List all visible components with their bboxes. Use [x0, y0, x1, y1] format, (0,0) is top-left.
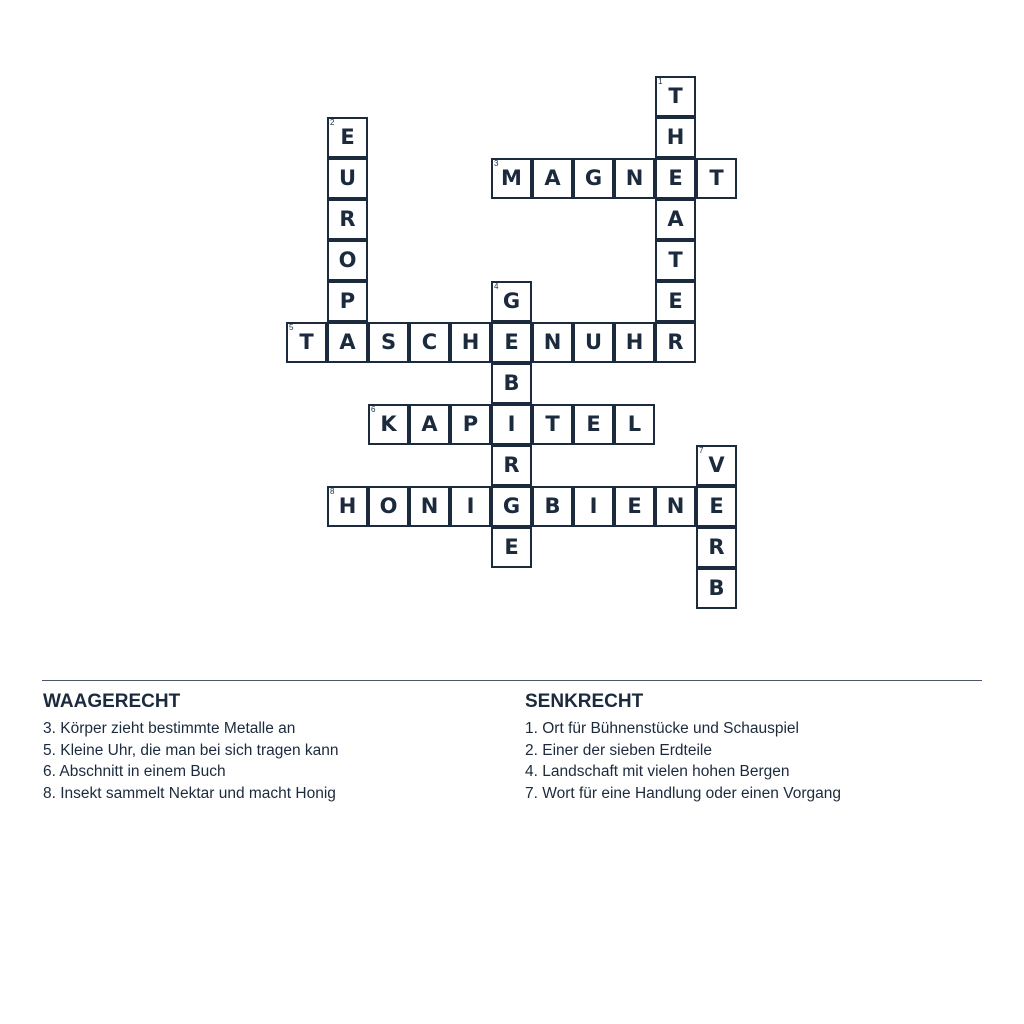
cell-letter: M [501, 166, 522, 190]
cell-letter: S [380, 330, 397, 354]
grid-cell[interactable] [491, 322, 532, 363]
cell-letter: C [421, 330, 438, 354]
cell-letter: B [503, 371, 520, 395]
grid-cell[interactable] [655, 486, 696, 527]
grid-cell[interactable] [696, 527, 737, 568]
grid-cell[interactable] [368, 322, 409, 363]
grid-cell[interactable] [532, 158, 573, 199]
cell-letter: B [708, 576, 725, 600]
cell-letter: P [462, 412, 479, 436]
clue-number: 7 [699, 446, 704, 455]
down-heading: SENKRECHT [525, 691, 644, 712]
cell-letter: A [544, 166, 561, 190]
cell-letter: O [338, 248, 357, 272]
cell-letter: A [421, 412, 438, 436]
clue-down-2: 2. Einer der sieben Erdteile [525, 741, 712, 759]
clue-across-5: 5. Kleine Uhr, die man bei sich tragen kann [43, 741, 339, 759]
cell-letter: V [708, 453, 725, 477]
clue-number: 8 [330, 487, 335, 496]
cell-letter: T [668, 84, 683, 108]
grid-cell[interactable] [532, 486, 573, 527]
grid-cell[interactable] [327, 322, 368, 363]
across-heading: WAAGERECHT [43, 691, 181, 712]
grid-cell[interactable] [655, 281, 696, 322]
clue-number: 4 [494, 282, 499, 291]
cell-letter: E [668, 289, 683, 313]
grid-cell[interactable] [409, 404, 450, 445]
clue-number: 6 [371, 405, 376, 414]
grid-cell[interactable] [491, 445, 532, 486]
grid-cell[interactable] [327, 486, 368, 527]
grid-cell[interactable] [327, 158, 368, 199]
grid-cell[interactable] [655, 240, 696, 281]
clue-number: 2 [330, 118, 335, 127]
cell-letter: R [339, 207, 356, 231]
grid-cell[interactable] [655, 117, 696, 158]
cell-letter: I [466, 494, 475, 518]
grid-cell[interactable] [327, 240, 368, 281]
grid-cell[interactable] [409, 322, 450, 363]
cell-letter: E [709, 494, 724, 518]
cell-letter: E [340, 125, 355, 149]
grid-cell[interactable] [491, 363, 532, 404]
clue-down-1: 1. Ort für Bühnenstücke und Schauspiel [525, 720, 799, 737]
grid-cell[interactable] [491, 486, 532, 527]
cell-letter: T [668, 248, 683, 272]
grid-cell[interactable] [450, 486, 491, 527]
grid-cell[interactable] [696, 568, 737, 609]
grid-cell[interactable] [614, 322, 655, 363]
cell-letter: B [544, 494, 561, 518]
down-clues [525, 690, 985, 804]
cell-letter: G [502, 494, 521, 518]
clue-across-8: 8. Insekt sammelt Nektar und macht Honig [43, 784, 336, 802]
grid-cell[interactable] [573, 486, 614, 527]
cell-letter: R [708, 535, 725, 559]
cell-letter: H [625, 330, 644, 354]
cell-letter: T [299, 330, 314, 354]
cell-letter: T [545, 412, 560, 436]
cell-letter: A [339, 330, 356, 354]
grid-cell[interactable] [286, 322, 327, 363]
grid-cell[interactable] [573, 404, 614, 445]
cell-letter: O [379, 494, 398, 518]
cell-letter: K [380, 412, 397, 436]
clue-down-4: 4. Landschaft mit vielen hohen Bergen [525, 763, 790, 780]
grid-cell[interactable] [491, 158, 532, 199]
cell-letter: P [339, 289, 356, 313]
grid-cell[interactable] [532, 322, 573, 363]
grid-cell[interactable] [450, 322, 491, 363]
grid-cell[interactable] [327, 281, 368, 322]
cell-letter: E [586, 412, 601, 436]
grid-cell[interactable] [491, 404, 532, 445]
grid-cell[interactable] [409, 486, 450, 527]
grid-cell[interactable] [327, 117, 368, 158]
divider [42, 680, 982, 681]
cell-letter: H [338, 494, 357, 518]
cell-letter: I [589, 494, 598, 518]
grid-cell[interactable] [573, 322, 614, 363]
clue-number: 3 [494, 159, 499, 168]
cell-letter: R [667, 330, 684, 354]
cell-letter: E [504, 330, 519, 354]
grid-cell[interactable] [655, 199, 696, 240]
grid-cell[interactable] [655, 322, 696, 363]
cell-letter: E [504, 535, 519, 559]
clue-across-6: 6. Abschnitt in einem Buch [43, 763, 226, 780]
cell-letter: I [507, 412, 516, 436]
clue-down-7: 7. Wort für eine Handlung oder einen Vorgang [525, 784, 841, 802]
across-clues [43, 690, 503, 804]
cell-letter: L [627, 412, 642, 436]
cell-letter: N [666, 494, 685, 518]
grid-cell[interactable] [614, 158, 655, 199]
clue-across-3: 3. Körper zieht bestimmte Metalle an [43, 720, 296, 737]
grid-cell[interactable] [327, 199, 368, 240]
grid-cell[interactable] [532, 404, 573, 445]
cell-letter: E [668, 166, 683, 190]
cell-letter: U [584, 330, 603, 354]
grid-cell[interactable] [491, 527, 532, 568]
grid-cell[interactable] [450, 404, 491, 445]
grid-cell[interactable] [368, 404, 409, 445]
grid-cell[interactable] [696, 158, 737, 199]
grid-cell[interactable] [614, 486, 655, 527]
grid-cell[interactable] [696, 445, 737, 486]
grid-cell[interactable] [655, 158, 696, 199]
cell-letter: N [543, 330, 562, 354]
cell-letter: H [666, 125, 685, 149]
cell-letter: T [709, 166, 724, 190]
cell-letter: G [502, 289, 521, 313]
cell-letter: N [625, 166, 644, 190]
grid-cell[interactable] [491, 281, 532, 322]
clue-number: 1 [658, 77, 663, 86]
cell-letter: A [667, 207, 684, 231]
grid-cell[interactable] [696, 486, 737, 527]
grid-cell[interactable] [368, 486, 409, 527]
cell-letter: U [338, 166, 357, 190]
cell-letter: H [461, 330, 480, 354]
cell-letter: E [627, 494, 642, 518]
cell-letter: R [503, 453, 520, 477]
grid-cell[interactable] [655, 76, 696, 117]
cell-letter: N [420, 494, 439, 518]
grid-cell[interactable] [614, 404, 655, 445]
cell-letter: G [584, 166, 603, 190]
clue-number: 5 [289, 323, 294, 332]
grid-cell[interactable] [573, 158, 614, 199]
